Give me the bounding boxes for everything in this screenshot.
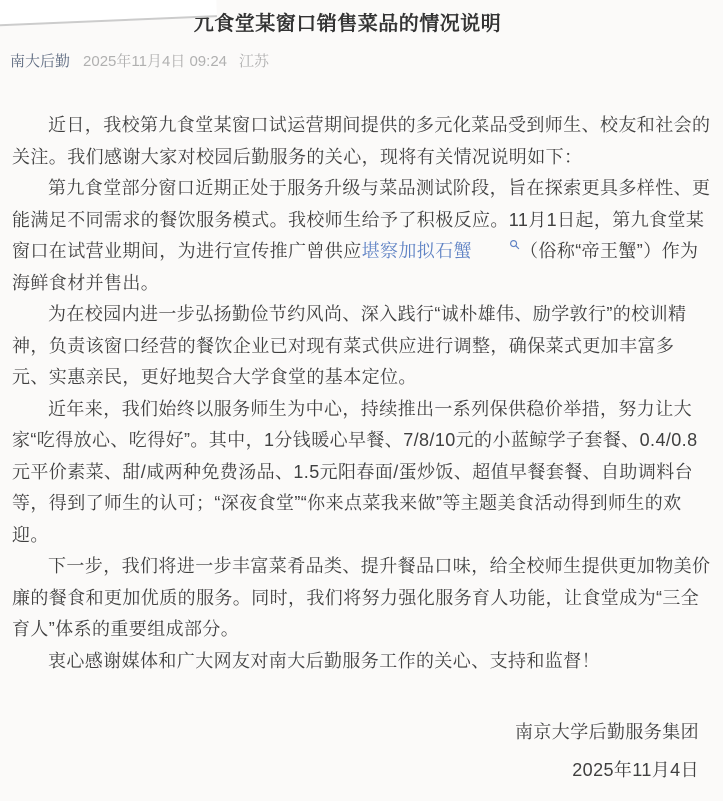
paragraph-adjustment: 为在校园内进一步弘扬勤俭节约风尚、深入践行“诚朴雄伟、励学敦行”的校训精神，负责该窗口经营的餐饮企业已对现有菜式供应进行调整，确保菜式更加丰富多元、实惠亲民，更好地契合大学食堂的基本定位。 xyxy=(12,304,687,387)
paragraph-measures: 近年来，我们始终以服务师生为中心，持续推出一系列保供稳价举措，努力让大家“吃得放心、吃得好”。其中，1分钱暖心早餐、7/8/10元的小蓝鲸学子套餐、0.4/0.8元平价素菜、甜/咸两种免费汤品、1.5元阳春面/蛋炒饭、超值早餐套餐、自助调料台等，得到了师生的认可；“深夜食堂”“你来点菜我来做”等主题美食活动得到师生的欢迎。 xyxy=(12,398,698,545)
signature-organization: 南京大学后勤服务集团 xyxy=(515,722,699,742)
paragraph-thanks: 衷心感谢媒体和广大网友对南大后勤服务工作的关心、支持和监督！ xyxy=(48,650,600,671)
post-meta xyxy=(0,52,723,72)
article-body xyxy=(0,110,723,677)
publish-datetime: 2025年11月4日 09:24 xyxy=(83,53,228,70)
erased-region-artifact xyxy=(0,0,217,27)
signature-block xyxy=(0,717,723,786)
title-area xyxy=(0,0,723,38)
publish-location: 江苏 xyxy=(239,53,270,70)
article-title: 九食堂某窗口销售菜品的情况说明 xyxy=(193,13,502,35)
signature-date: 2025年11月4日 xyxy=(572,759,699,780)
author-name-link[interactable]: 南大后勤 xyxy=(10,53,71,70)
search-icon[interactable] xyxy=(473,239,520,250)
paragraph-crab-text-before: 第九食堂部分窗口近期正处于服务升级与菜品测试阶段，旨在探索更具多样性、更能满足不同需求的餐饮服务模式。我校师生给予了积极反应。11月1日起，第九食堂某窗口在试营业期间，为进行宣传推广曾供应 xyxy=(12,178,711,261)
entity-search-link[interactable] xyxy=(362,241,520,261)
paragraph-crab-text-after: （俗称“帝王蟹”）作为海鲜食材并售出。 xyxy=(12,241,699,293)
paragraph-next-steps: 下一步，我们将进一步丰富菜肴品类、提升餐品口味，给全校师生提供更加物美价廉的餐食和更加优质的服务。同时，我们将努力强化服务育人功能，让食堂成为“三全育人”体系的重要组成部分。 xyxy=(12,556,711,639)
entity-link-text: 堪察加拟石蟹 xyxy=(361,241,473,261)
paragraph-crab xyxy=(12,173,711,299)
paragraph-intro: 近日，我校第九食堂某窗口试运营期间提供的多元化菜品受到师生、校友和社会的关注。我们感谢大家对校园后勤服务的关心，现将有关情况说明如下： xyxy=(12,115,711,167)
